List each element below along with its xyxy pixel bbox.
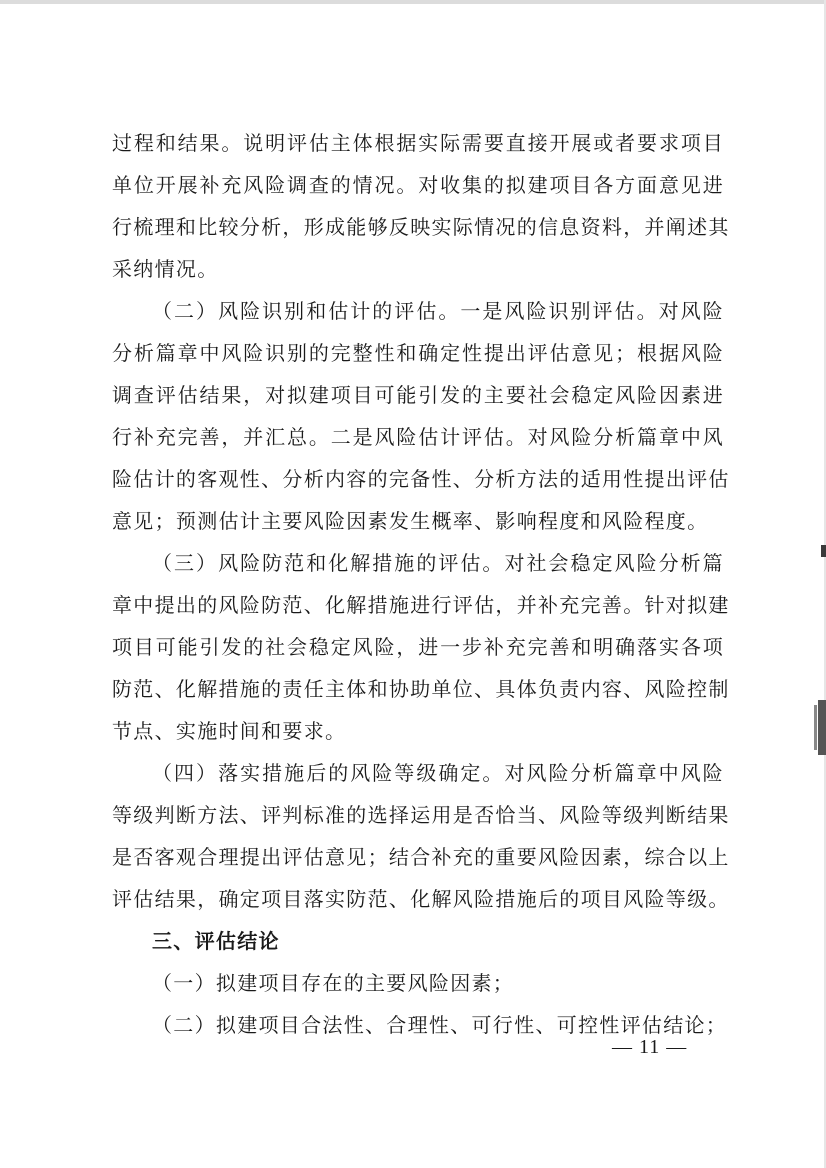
scan-mark	[818, 700, 826, 755]
text-line: 单位开展补充风险调查的情况。对收集的拟建项目各方面意见进	[112, 173, 724, 197]
text-line: 行梳理和比较分析，形成能够反映实际情况的信息资料，并阐述其	[112, 215, 730, 239]
text-line: 节点、实施时间和要求。	[112, 719, 347, 743]
page-number: — 11 —	[612, 1036, 688, 1058]
text-line: （三）风险防范和化解措施的评估。对社会稳定风险分析篇	[152, 551, 724, 575]
text-line: （一）拟建项目存在的主要风险因素；	[152, 971, 515, 995]
text-line: 等级判断方法、评判标准的选择运用是否恰当、风险等级判断结果	[112, 803, 730, 827]
text-line: 意见；预测估计主要风险因素发生概率、影响程度和风险程度。	[112, 509, 709, 533]
text-line: 是否客观合理提出评估意见；结合补充的重要风险因素，综合以上	[112, 845, 730, 869]
text-line: 采纳情况。	[112, 257, 219, 281]
text-line: （四）落实措施后的风险等级确定。对风险分析篇章中风险	[152, 761, 724, 785]
scan-mark	[814, 705, 817, 750]
text-line: 险估计的客观性、分析内容的完备性、分析方法的适用性提出评估	[112, 467, 730, 491]
text-line: （二）风险识别和估计的评估。一是风险识别评估。对风险	[152, 299, 724, 323]
text-line: 防范、化解措施的责任主体和协助单位、具体负责内容、风险控制	[112, 677, 730, 701]
scan-top-edge	[0, 0, 826, 4]
text-line: （二）拟建项目合法性、合理性、可行性、可控性评估结论；	[152, 1013, 728, 1037]
section-heading: 三、评估结论	[152, 929, 280, 953]
text-line: 过程和结果。说明评估主体根据实际需要直接开展或者要求项目	[112, 131, 724, 155]
text-line: 评估结果，确定项目落实防范、化解风险措施后的项目风险等级。	[112, 887, 730, 911]
text-line: 分析篇章中风险识别的完整性和确定性提出评估意见；根据风险	[112, 341, 724, 365]
document-body	[112, 122, 730, 1046]
text-line: 调查评估结果，对拟建项目可能引发的主要社会稳定风险因素进	[112, 383, 724, 407]
text-line: 行补充完善，并汇总。二是风险估计评估。对风险分析篇章中风	[112, 425, 724, 449]
scan-mark	[821, 545, 826, 557]
text-line: 章中提出的风险防范、化解措施进行评估，并补充完善。针对拟建	[112, 593, 730, 617]
text-line: 项目可能引发的社会稳定风险，进一步补充完善和明确落实各项	[112, 635, 724, 659]
